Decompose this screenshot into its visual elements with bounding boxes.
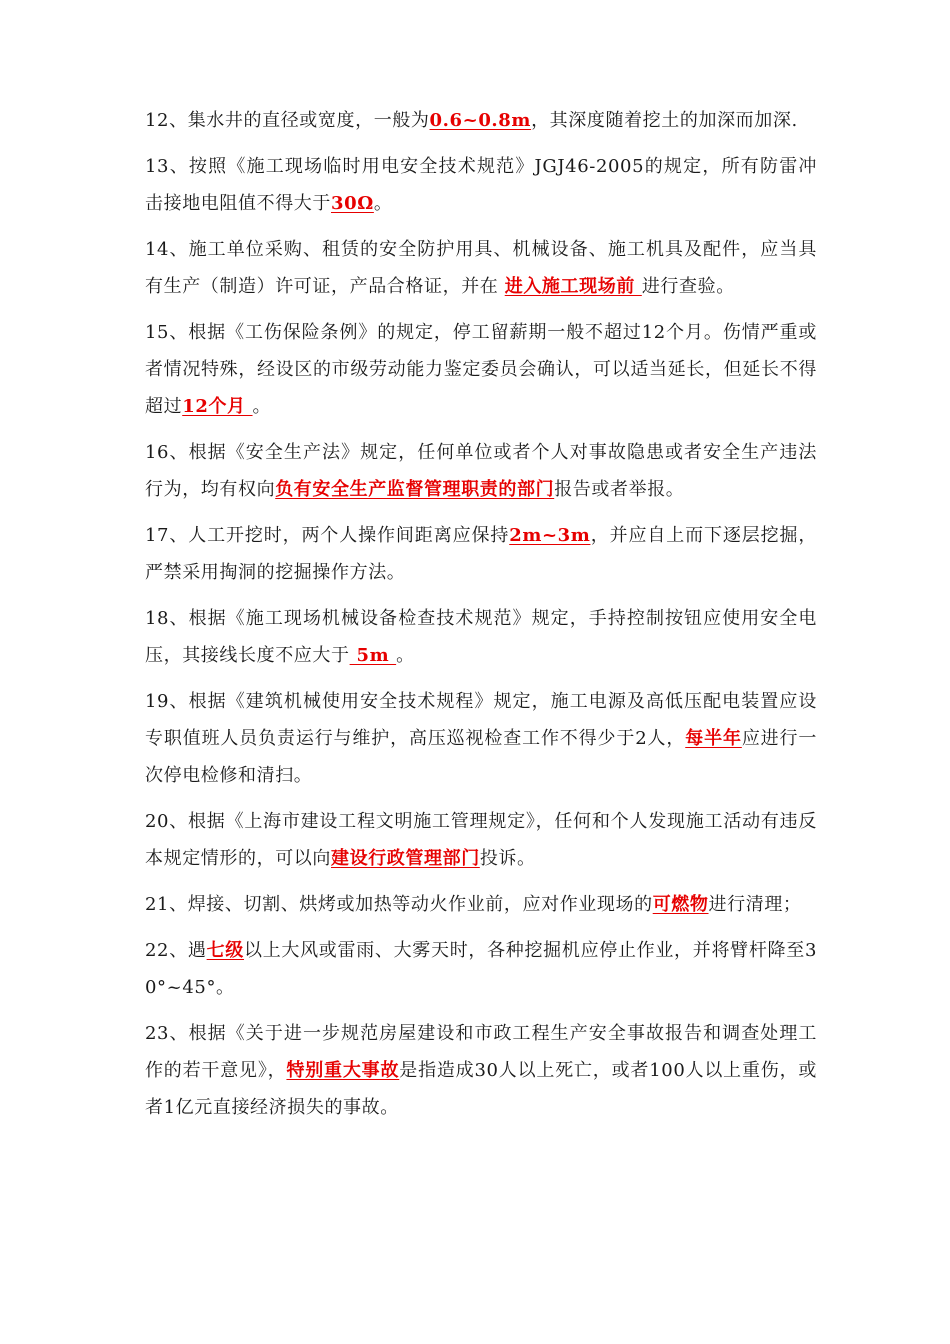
question-item-19: [145, 683, 817, 794]
question-text: 。: [396, 645, 415, 666]
question-item-21: [145, 886, 817, 923]
answer-fill-blank: 每半年: [685, 728, 742, 749]
question-text: 进行清理；: [708, 894, 802, 915]
answer-fill-blank: 2m~3m: [509, 525, 591, 546]
question-text: 投诉。: [479, 848, 536, 869]
question-text: ，并应自上而下逐层挖掘，严禁采用掏洞的挖掘操作方法。: [145, 525, 818, 583]
question-text: 报告或者举报。: [554, 479, 685, 500]
question-text: 22、遇: [145, 940, 207, 961]
question-text: 应进行一次停电检修和清扫。: [145, 728, 817, 786]
question-item-14: [145, 231, 817, 305]
question-text: 。: [373, 193, 393, 214]
question-item-18: [145, 600, 817, 674]
question-text: 17、人工开挖时，两个人操作间距离应保持: [145, 525, 510, 546]
question-item-17: [145, 517, 817, 591]
question-text: 23、根据《关于进一步规范房屋建设和市政工程生产安全事故报告和调查处理工作的若干意见》，: [145, 1023, 817, 1081]
answer-fill-blank: 5m: [349, 645, 397, 666]
answer-fill-blank: 30Ω: [331, 193, 374, 214]
question-text: 以上大风或雷雨、大雾天时，各种挖掘机应停止作业，并将臂杆降至30°~45°。: [145, 940, 817, 998]
answer-fill-blank: 进入施工现场前: [504, 276, 642, 297]
question-text: 16、根据《安全生产法》规定，任何单位或者个人对事故隐患或者安全生产违法行为，均有权向: [145, 442, 817, 500]
question-item-23: [145, 1015, 817, 1126]
question-text: 21、焊接、切割、烘烤或加热等动火作业前，应对作业现场的: [145, 894, 653, 915]
answer-fill-blank: 建设行政管理部门: [331, 848, 480, 869]
question-text: 是指造成30人以上死亡，或者100人以上重伤，或者1亿元直接经济损失的事故。: [145, 1060, 817, 1118]
question-item-22: [145, 932, 817, 1006]
question-text: ，其深度随着挖土的加深而加深.: [531, 110, 798, 131]
question-text: 14、施工单位采购、租赁的安全防护用具、机械设备、施工机具及配件，应当具有生产（制造）许可证，产品合格证，并在: [145, 239, 817, 297]
question-text: 。: [252, 396, 272, 417]
question-item-20: [145, 803, 817, 877]
answer-fill-blank: 12个月: [182, 396, 253, 417]
question-text: 12、集水井的直径或宽度，一般为: [145, 110, 430, 131]
question-item-13: [145, 148, 817, 222]
answer-fill-blank: 特别重大事故: [286, 1060, 400, 1081]
question-text: 18、根据《施工现场机械设备检查技术规范》规定，手持控制按钮应使用安全电压，其接线长度不应大于: [145, 608, 817, 666]
question-text: 13、按照《施工现场临时用电安全技术规范》JGJ46-2005的规定，所有防雷冲击接地电阻值不得大于: [145, 156, 817, 214]
question-item-16: [145, 434, 817, 508]
question-item-15: [145, 314, 817, 425]
question-text: 进行查验。: [641, 276, 735, 297]
question-text: 19、根据《建筑机械使用安全技术规程》规定，施工电源及高低压配电装置应设专职值班人员负责运行与维护，高压巡视检查工作不得少于2人，: [145, 691, 817, 749]
question-item-12: [145, 102, 817, 139]
answer-fill-blank: 可燃物: [652, 894, 709, 915]
answer-fill-blank: 0.6~0.8m: [429, 110, 532, 131]
question-text: 20、根据《上海市建设工程文明施工管理规定》，任何和个人发现施工活动有违反本规定情形的，可以向: [145, 811, 817, 869]
answer-fill-blank: 负有安全生产监督管理职责的部门: [275, 479, 555, 500]
document-body: [145, 102, 817, 1135]
question-text: 15、根据《工伤保险条例》的规定，停工留薪期一般不超过12个月。伤情严重或者情况特殊，经设区的市级劳动能力鉴定委员会确认，可以适当延长，但延长不得超过: [145, 322, 817, 417]
answer-fill-blank: 七级: [206, 940, 245, 961]
